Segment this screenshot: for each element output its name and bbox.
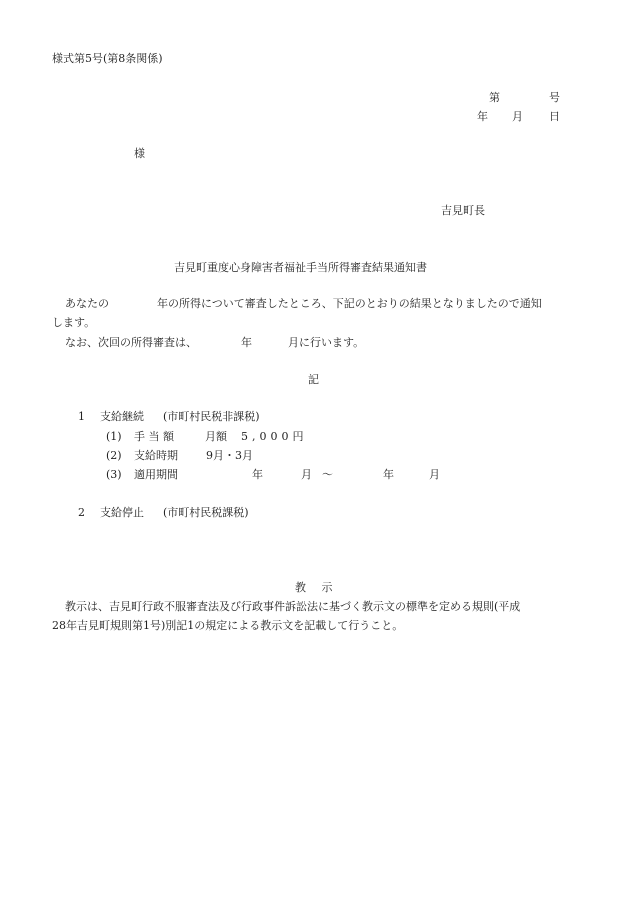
document-number-go: 号 — [549, 91, 560, 104]
item2-number: 2 — [78, 506, 85, 519]
body-line1-rest: 年の所得について審査したところ、下記のとおりの結果となりましたので通知 — [157, 297, 542, 310]
item1-label: 支給継続 — [100, 410, 144, 423]
sub3-tilde: 〜 — [322, 468, 333, 481]
body-line2: します。 — [52, 316, 96, 329]
item2-label: 支給停止 — [100, 506, 144, 519]
item1-number: 1 — [78, 410, 85, 423]
issuer-name: 吉見町長 — [441, 204, 485, 217]
form-label: 様式第5号(第8条関係) — [52, 52, 163, 65]
sub2-number: (2) — [106, 449, 122, 462]
addressee-suffix: 様 — [134, 147, 145, 160]
sub3-label: 適用期間 — [134, 468, 178, 481]
kyoji-heading: 教 示 — [295, 581, 339, 594]
sub3-year1: 年 — [252, 468, 263, 481]
sub1-amount: 5,000円 — [241, 430, 308, 443]
ki-heading: 記 — [308, 373, 319, 386]
date-month: 月 — [512, 110, 523, 123]
kyoji-line2: 28年吉見町規則第1号)別記1の規定による教示文を記載して行うこと。 — [52, 619, 404, 632]
document-title: 吉見町重度心身障害者福祉手当所得審査結果通知書 — [174, 261, 427, 274]
next-review-year: 年 — [241, 336, 252, 349]
sub1-unit: 月額 — [205, 430, 227, 443]
next-review-month: 月に行います。 — [288, 336, 365, 349]
date-day: 日 — [549, 110, 560, 123]
item2-note: (市町村民税課税) — [163, 506, 249, 519]
item1-note: (市町村民税非課税) — [163, 410, 260, 423]
sub3-number: (3) — [106, 468, 122, 481]
sub3-year2: 年 — [383, 468, 394, 481]
date-year: 年 — [477, 110, 488, 123]
sub1-number: (1) — [106, 430, 122, 443]
sub1-label: 手 当 額 — [134, 430, 174, 443]
sub3-month2: 月 — [429, 468, 440, 481]
next-review-lead: なお、次回の所得審査は、 — [65, 336, 197, 349]
document-number-dai: 第 — [489, 91, 500, 104]
body-line1-start: あなたの — [65, 297, 109, 310]
sub2-label: 支給時期 — [134, 449, 178, 462]
kyoji-line1: 教示は、吉見町行政不服審査法及び行政事件訴訟法に基づく教示文の標準を定める規則(平成 — [65, 600, 521, 613]
sub3-month1: 月 — [301, 468, 312, 481]
sub2-value: 9月・3月 — [206, 449, 253, 462]
